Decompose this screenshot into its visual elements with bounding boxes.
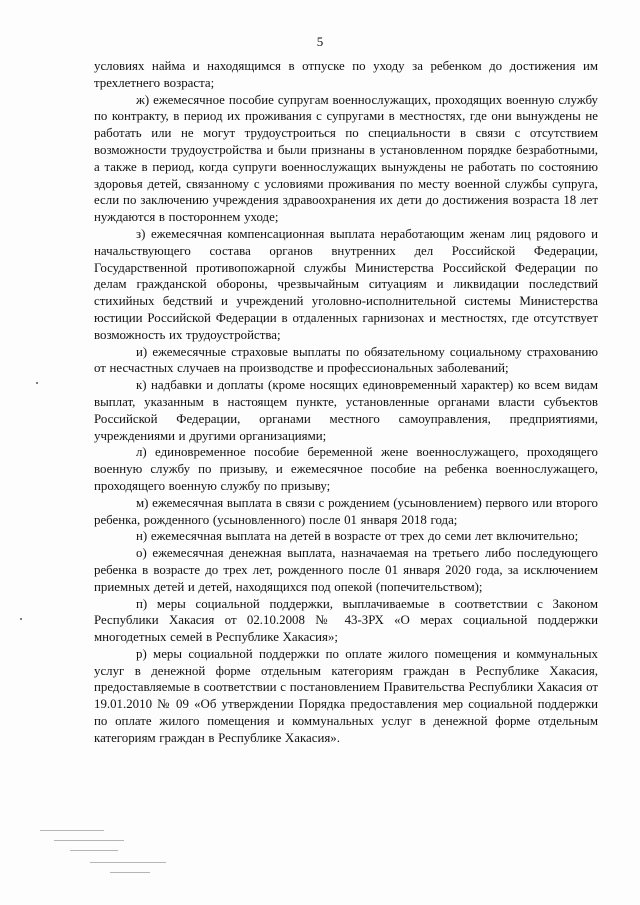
paragraph-item-k: к) надбавки и доплаты (кроме носящих единовременный характер) ко всем видам выплат, указанным в настоящем пункте, установленные органами власти субъектов Российской Федерации, органами местного самоуправления, предприятиями, учреждениями и другими организациями; [94, 378, 598, 443]
paragraph-item-o: о) ежемесячная денежная выплата, назначаемая на третьего либо последующего ребенка в возрасте до трех лет, рожденного после 01 января 2020 года, за исключением приемных детей и детей, находящихся под опекой (попечительством); [94, 546, 598, 594]
paragraph-item-m: м) ежемесячная выплата в связи с рождением (усыновлением) первого или второго ребенка, рожденного (усыновленного) после 01 января 2018 года; [94, 495, 598, 527]
paragraph-item-i: и) ежемесячные страховые выплаты по обязательному социальному страхованию от несчастных случаев на производстве и профессиональных заболеваний; [94, 344, 598, 376]
paragraph-item-z: з) ежемесячная компенсационная выплата неработающим женам лиц рядового и начальствующего состава органов внутренних дел Российской Федерации, Государственной противопожарной службы Министерства Российской Федерации по делам гражданской обороны, чрезвычайным ситуациям и ликвидации последствий стихийных бедствий и учреждений уголовно-исполнительной системы Министерства юстиции Российской Федерации в отдаленных гарнизонах и местностях, где отсутствует возможность их трудоустройства; [94, 226, 598, 342]
document-body [94, 58, 598, 747]
paragraph-item-p: п) меры социальной поддержки, выплачиваемые в соответствии с Законом Республики Хакасия от 02.10.2008 № 43-ЗРХ «О мерах социальной поддержки многодетных семей в Республике Хакасия»; [94, 596, 598, 645]
faded-stamp-mark [40, 826, 170, 876]
paragraph-item-r: р) меры социальной поддержки по оплате жилого помещения и коммунальных услуг в денежной форме отдельным категориям граждан в Республике Хакасия, предоставляемые в соответствии с постановлением Правительства Республики Хакасия от 19.01.2010 № 09 «Об утверждении Порядка предоставления мер социальной поддержки по оплате жилого помещения и коммунальных услуг в денежной форме отдельным категориям граждан в Республике Хакасия». [94, 646, 598, 745]
paragraph-item-l: л) единовременное пособие беременной жене военнослужащего, проходящего военную службу по призыву, и ежемесячное пособие на ребенка военнослужащего, проходящего военную службу по призыву; [94, 445, 598, 493]
paragraph-continuation: условиях найма и находящимся в отпуске по уходу за ребенком до достижения им трехлетнего возраста; [94, 59, 598, 90]
paragraph-item-zh: ж) ежемесячное пособие супругам военнослужащих, проходящих военную службу по контракту, в период их проживания с супругами в местностях, где они вынуждены не работать или не могут трудоустроиться по специальности в связи с отсутствием возможности трудоустройства и были признаны в установленном порядке безработными, а также в период, когда супруги военнослужащих вынуждены не работать по состоянию здоровья детей, связанному с условиями проживания по месту военной службы супруга, если по заключению учреждения здравоохранения их дети до достижения возраста 18 лет нуждаются в постороннем уходе; [94, 92, 598, 225]
page-number: 5 [316, 34, 324, 49]
scan-speck [20, 618, 22, 620]
scan-speck [36, 382, 38, 384]
paragraph-item-n: н) ежемесячная выплата на детей в возрасте от трех до семи лет включительно; [136, 529, 579, 544]
